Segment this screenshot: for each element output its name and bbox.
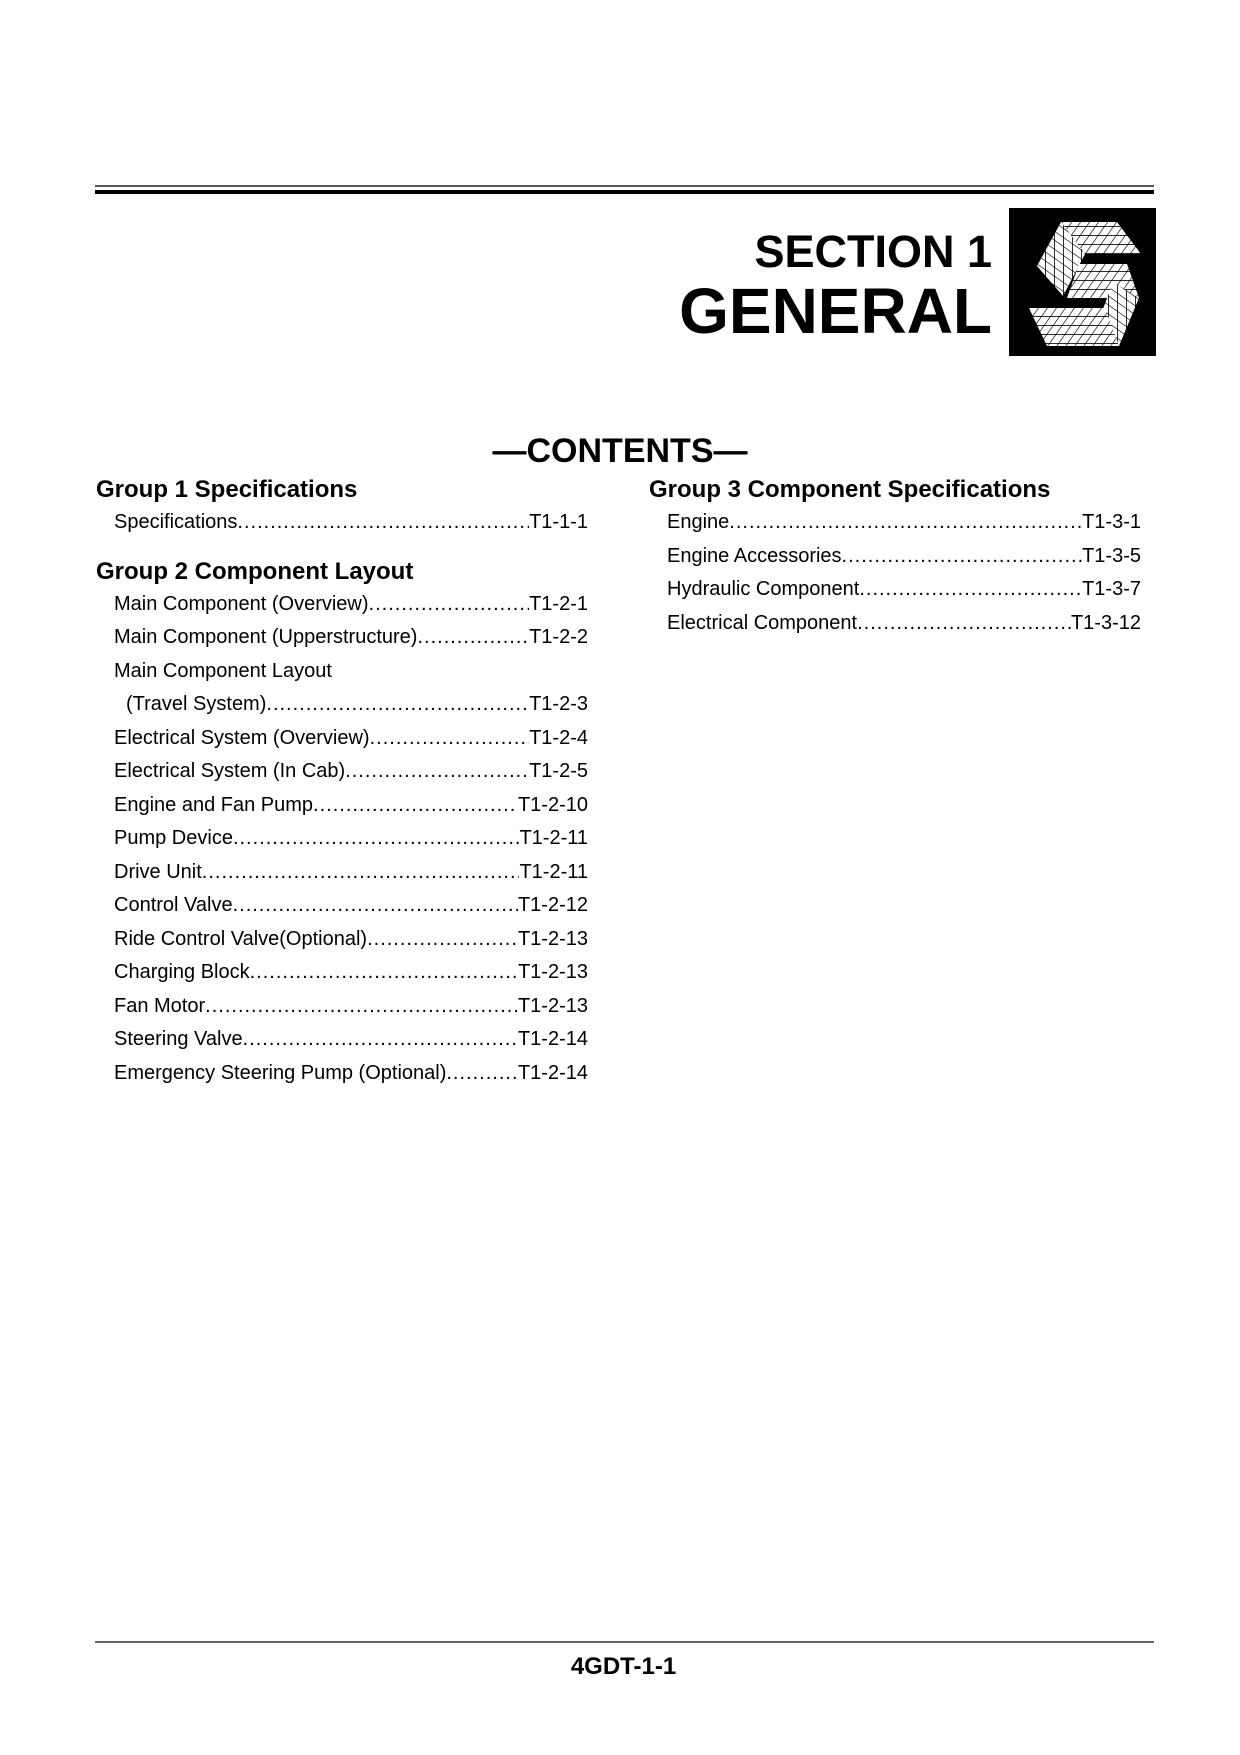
toc-entry-label: Engine [667, 511, 730, 533]
toc-entry-label: Pump Device [114, 827, 233, 849]
group-heading: Group 1 Specifications [96, 476, 358, 503]
toc-left-column [96, 474, 588, 1090]
toc-entry-label: Main Component (Overview) [114, 592, 369, 615]
toc-entry-page: T1-2-13 [517, 927, 588, 950]
toc-entry[interactable] [96, 1023, 588, 1057]
toc-entry-page: T1-2-4 [529, 726, 588, 749]
toc-entry-label: Electrical System (In Cab) [114, 760, 346, 782]
toc-entry-label: Ride Control Valve(Optional) [114, 927, 368, 950]
toc-entry[interactable] [96, 1057, 588, 1091]
toc-entry[interactable] [96, 956, 588, 990]
toc-entry-label: Main Component (Upperstructure) [114, 626, 418, 648]
toc-entry[interactable] [649, 506, 1141, 540]
toc-entry[interactable] [96, 722, 588, 756]
toc-entry-label: Electrical System (Overview) [114, 726, 370, 749]
toc-entry-page: T1-2-12 [517, 894, 588, 916]
toc-entry-page: T1-2-3 [529, 693, 588, 715]
toc-entry-label: Engine and Fan Pump [114, 793, 314, 816]
toc-entry-page: T1-3-5 [1082, 544, 1141, 567]
contents-title: —CONTENTS— [492, 432, 748, 470]
toc-entry-label: Electrical Component [667, 611, 858, 634]
toc-entry-page: T1-3-1 [1082, 511, 1141, 533]
toc-entry[interactable] [96, 755, 588, 789]
toc-entry-page: T1-2-1 [529, 592, 588, 615]
toc-entry-label: Emergency Steering Pump (Optional) [114, 1061, 447, 1084]
toc-entry[interactable] [96, 688, 588, 722]
toc-entry-label: Fan Motor [114, 994, 206, 1017]
toc-entry[interactable] [96, 621, 588, 655]
section-label: SECTION 1 [754, 226, 992, 277]
toc-entry-page: T1-3-7 [1082, 578, 1141, 600]
toc-entry-label: Control Valve [114, 894, 233, 916]
group-heading: Group 2 Component Layout [96, 557, 414, 585]
toc-entry-label: Main Component Layout [114, 659, 332, 682]
section-title: GENERAL [679, 275, 992, 347]
group-heading: Group 3 Component Specifications [649, 476, 1051, 503]
toc-entry[interactable] [96, 923, 588, 957]
toc-entry-page: T1-2-11 [519, 827, 588, 849]
toc-entry[interactable] [96, 655, 588, 689]
toc-entry[interactable] [96, 889, 588, 923]
page-number: 4GDT-1-1 [570, 1653, 677, 1680]
toc-right-column [649, 474, 1141, 640]
toc-entry[interactable] [649, 573, 1141, 607]
footer-rule [95, 1641, 1154, 1643]
header-rule-thin [95, 185, 1154, 187]
toc-entry-page: T1-2-5 [529, 760, 588, 782]
toc-entry[interactable] [96, 506, 588, 540]
toc-entry[interactable] [649, 607, 1141, 641]
toc-entry[interactable] [96, 990, 588, 1024]
toc-entry-page: T1-2-11 [519, 860, 588, 883]
toc-entry-label: Specifications [114, 511, 238, 533]
toc-entry-page: T1-2-13 [517, 994, 588, 1017]
toc-entry-page: T1-2-2 [529, 626, 588, 648]
toc-entry[interactable] [96, 789, 588, 823]
toc-entry-page: T1-2-10 [517, 793, 588, 816]
toc-entry[interactable] [96, 588, 588, 622]
toc-entry-page: T1-3-12 [1070, 611, 1141, 634]
toc-entry-label: Charging Block [114, 961, 250, 983]
toc-entry-page: T1-2-14 [517, 1061, 588, 1084]
toc-entry-page: T1-2-13 [517, 961, 588, 983]
toc-entry-label: Hydraulic Component [667, 578, 860, 600]
toc-entry[interactable] [96, 822, 588, 856]
toc-entry-label: Steering Valve [114, 1028, 243, 1050]
toc-entry[interactable] [649, 540, 1141, 574]
section-s-logo-icon [1009, 208, 1156, 356]
toc-entry-page: T1-1-1 [529, 511, 588, 533]
toc-entry-label: Drive Unit [114, 860, 202, 883]
toc-entry-page: T1-2-14 [517, 1028, 588, 1050]
toc-entry[interactable] [96, 856, 588, 890]
toc-entry-label: (Travel System) [126, 693, 267, 715]
toc-entry-label: Engine Accessories [667, 544, 842, 567]
header-rule-thick [95, 190, 1154, 194]
